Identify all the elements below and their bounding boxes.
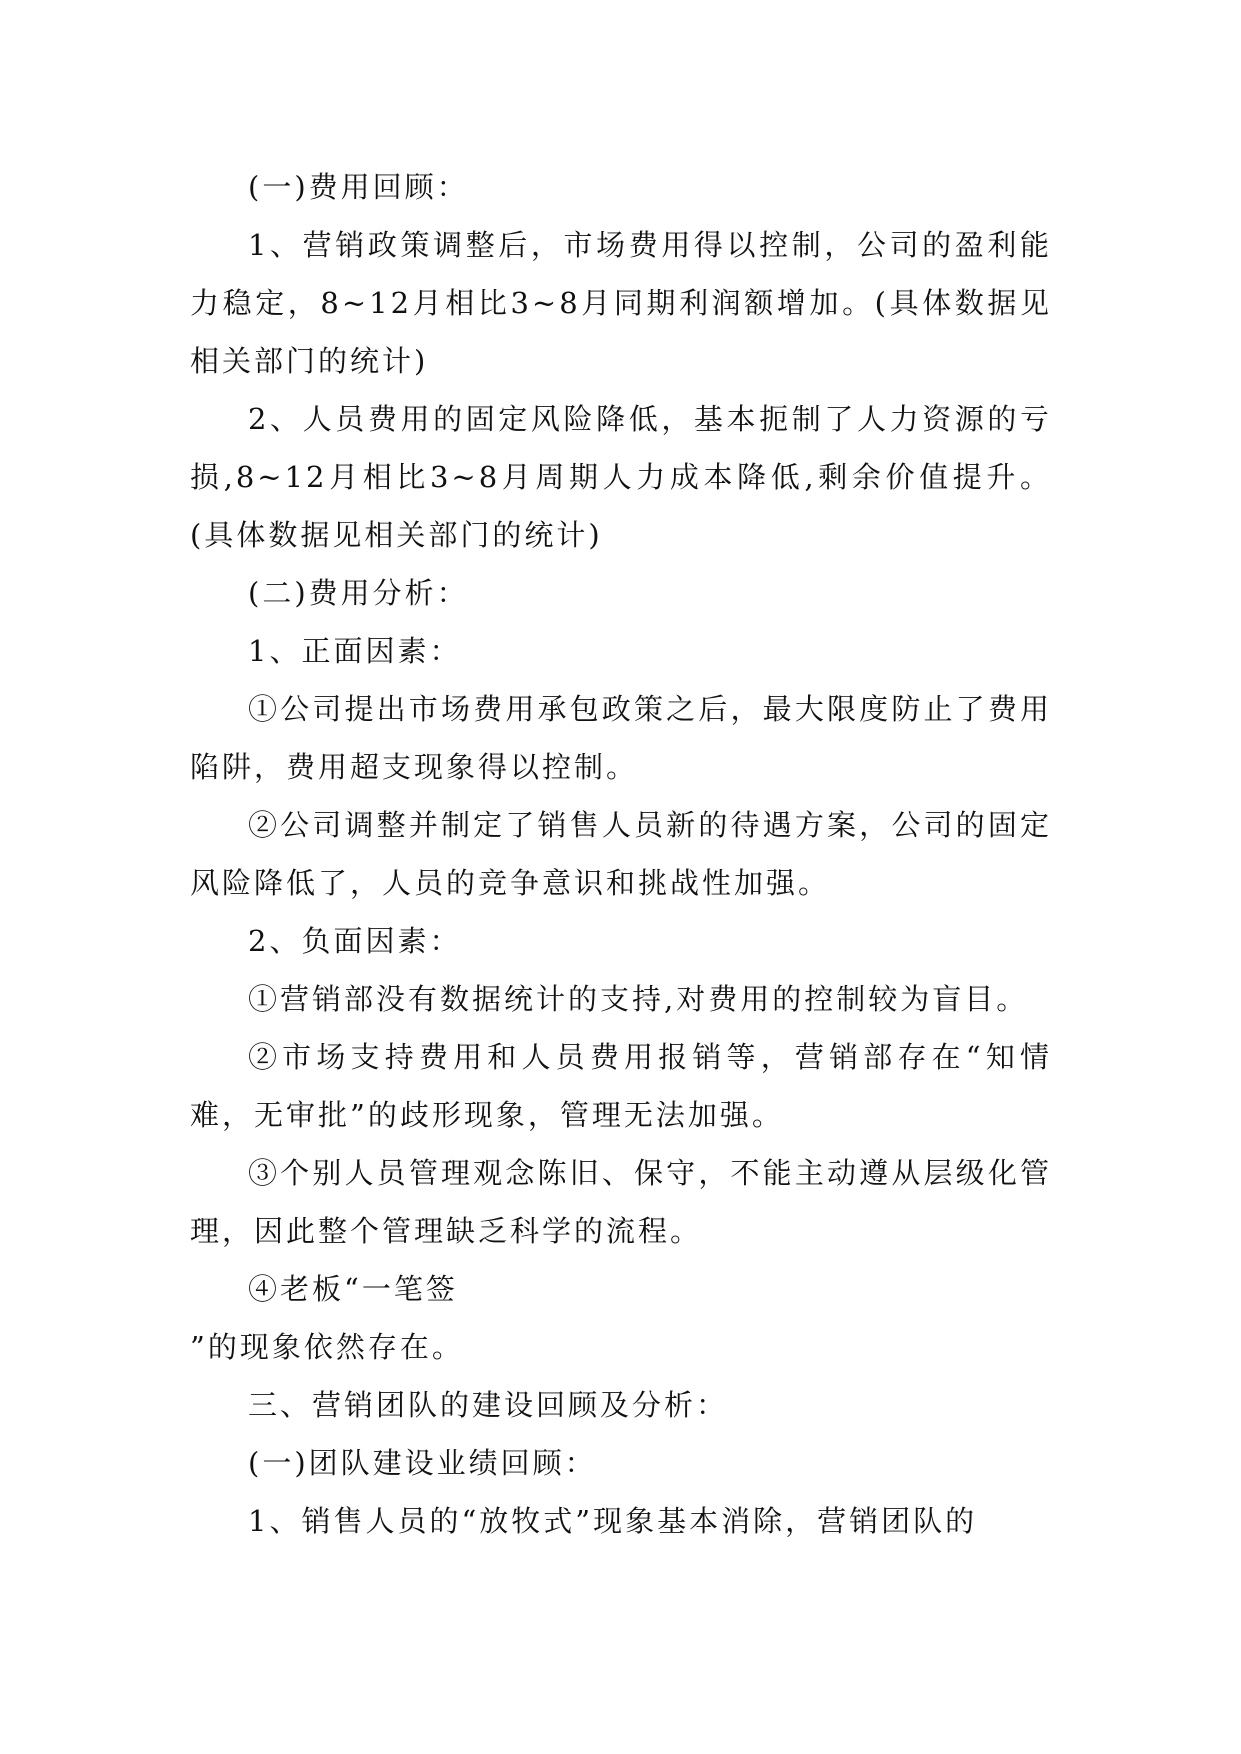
paragraph: ①营销部没有数据统计的支持,对费用的控制较为盲目。	[248, 982, 1029, 1016]
paragraph: 2、人员费用的固定风险降低，基本扼制了人力资源的亏损,8~12月相比3~8月周期人力成本降低,剩余价值提升。(具体数据见相关部门的统计)	[190, 402, 1052, 552]
paragraph: 1、营销政策调整后，市场费用得以控制，公司的盈利能力稳定，8~12月相比3~8月同期利润额增加。(具体数据见相关部门的统计)	[190, 228, 1052, 378]
sub-heading: 1、正面因素：	[248, 634, 462, 668]
paragraph: ②市场支持费用和人员费用报销等，营销部存在“知情难，无审批”的歧形现象，管理无法加强。	[190, 1040, 1052, 1132]
section-heading: (一)费用回顾：	[248, 170, 469, 204]
section-heading: (一)团队建设业绩回顾：	[248, 1446, 597, 1480]
paragraph: ③个别人员管理观念陈旧、保守，不能主动遵从层级化管理，因此整个管理缺乏科学的流程。	[190, 1156, 1052, 1248]
sub-heading: 2、负面因素：	[248, 924, 462, 958]
paragraph: 1、销售人员的“放牧式”现象基本消除，营销团队的	[248, 1504, 978, 1538]
paragraph: ①公司提出市场费用承包政策之后，最大限度防止了费用陷阱，费用超支现象得以控制。	[190, 692, 1052, 784]
paragraph: ④老板“一笔签	[248, 1272, 458, 1306]
section-heading: (二)费用分析：	[248, 576, 469, 610]
document-body	[190, 158, 1052, 1550]
section-heading: 三、营销团队的建设回顾及分析：	[248, 1388, 729, 1422]
paragraph: ②公司调整并制定了销售人员新的待遇方案，公司的固定风险降低了，人员的竞争意识和挑战性加强。	[190, 808, 1052, 900]
paragraph-continuation: ”的现象依然存在。	[190, 1330, 464, 1364]
